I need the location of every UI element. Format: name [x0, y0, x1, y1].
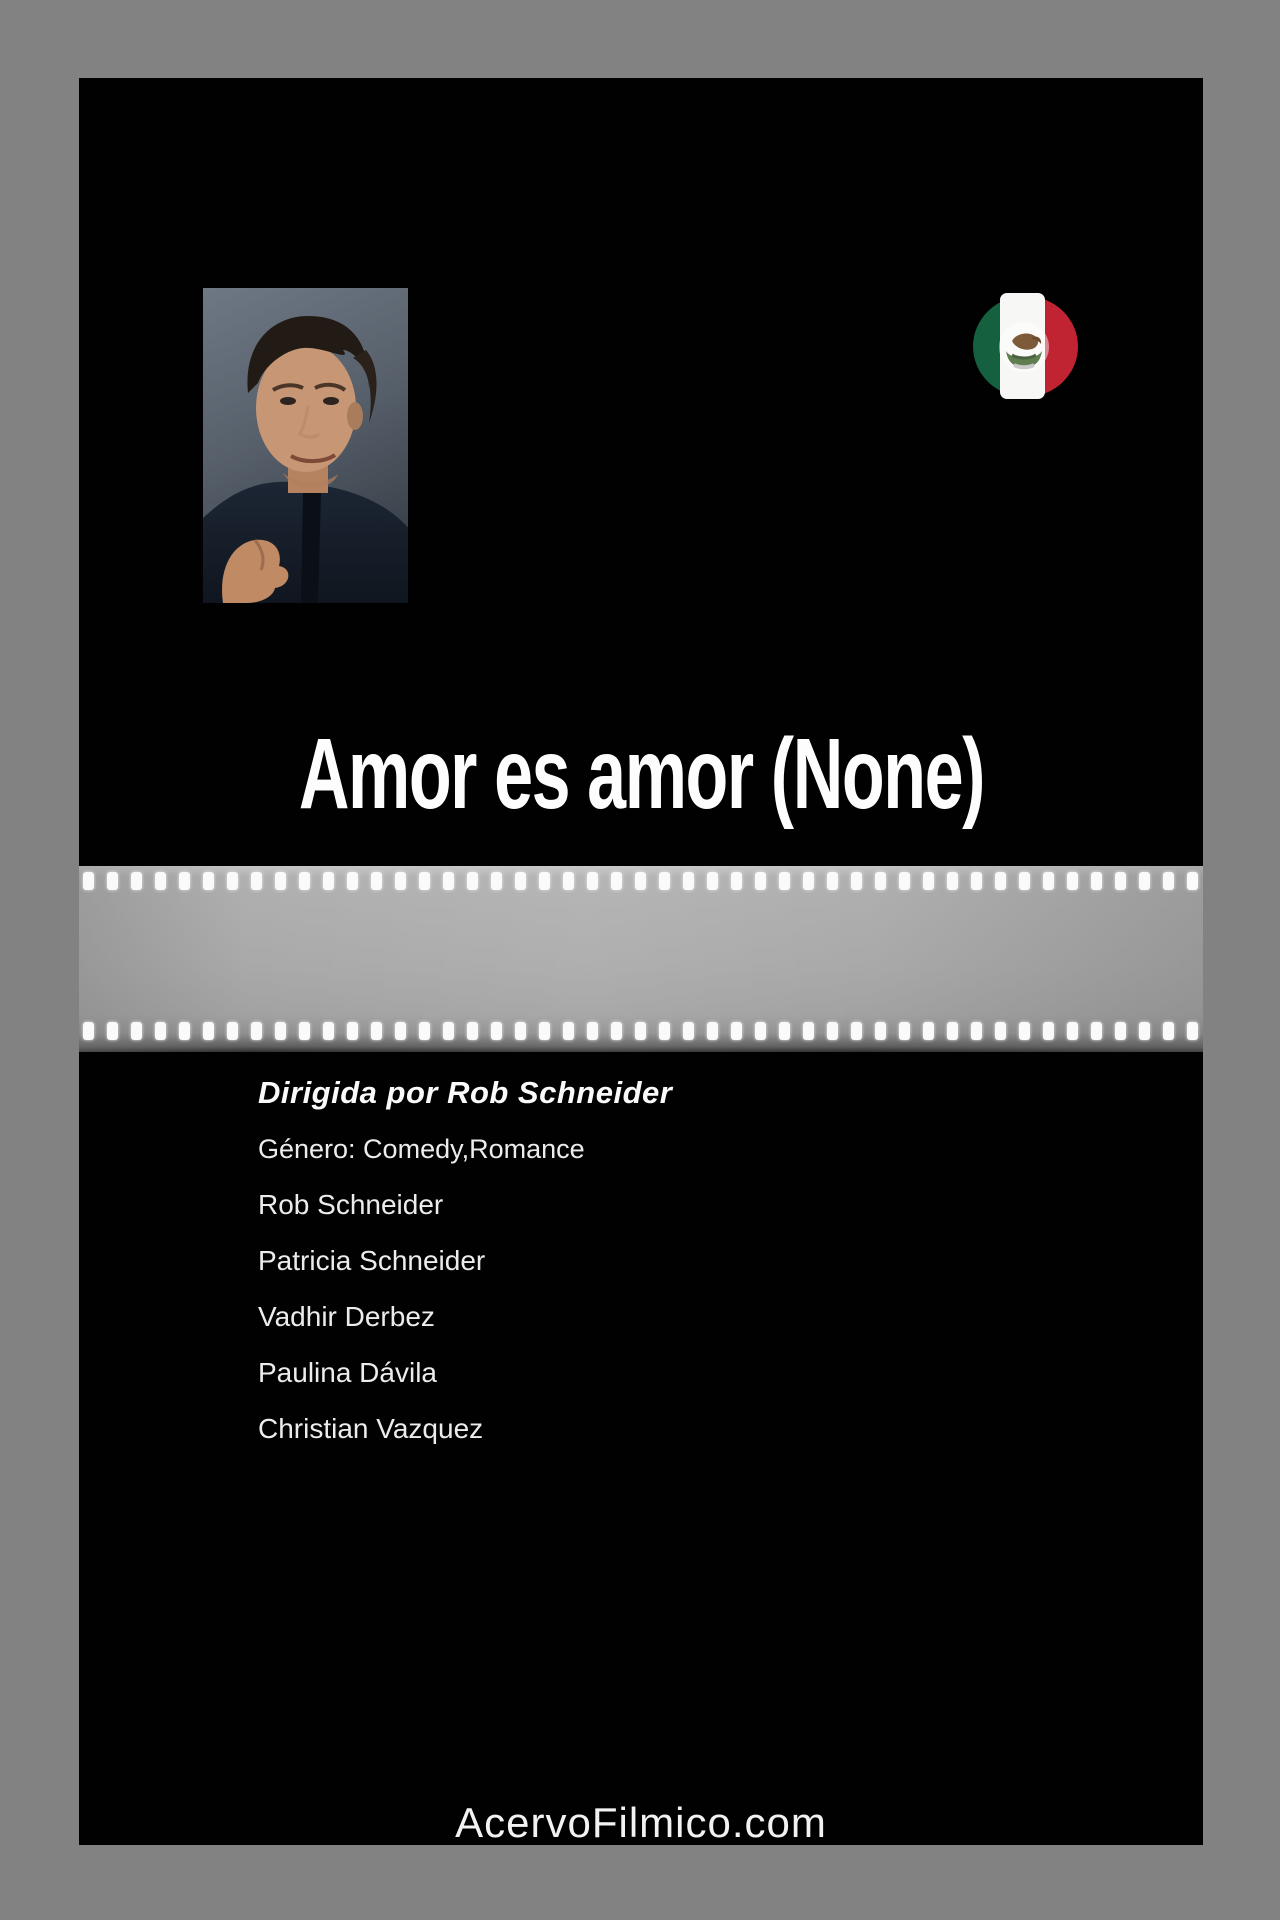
perforation	[395, 1022, 406, 1040]
filmstrip-perforations-bottom	[79, 1022, 1203, 1040]
perforation	[347, 1022, 358, 1040]
perforation	[155, 1022, 166, 1040]
perforation	[899, 872, 910, 890]
perforation	[1067, 1022, 1078, 1040]
perforation	[1043, 1022, 1054, 1040]
perforation	[563, 1022, 574, 1040]
perforation	[395, 872, 406, 890]
perforation	[851, 872, 862, 890]
perforation	[803, 1022, 814, 1040]
perforation	[1187, 1022, 1198, 1040]
perforation	[107, 872, 118, 890]
perforation	[275, 1022, 286, 1040]
perforation	[707, 1022, 718, 1040]
perforation	[827, 1022, 838, 1040]
perforation	[131, 872, 142, 890]
perforation	[731, 872, 742, 890]
perforation	[515, 872, 526, 890]
flag-eagle-emblem	[998, 321, 1050, 373]
movie-title	[79, 718, 1203, 844]
perforation	[899, 1022, 910, 1040]
rob-schneider-portrait	[203, 288, 408, 603]
perforation	[659, 1022, 670, 1040]
perforation	[947, 1022, 958, 1040]
perforation	[923, 1022, 934, 1040]
perforation	[563, 872, 574, 890]
perforation	[539, 872, 550, 890]
perforation	[83, 1022, 94, 1040]
cast-member: Vadhir Derbez	[258, 1301, 435, 1332]
perforation	[635, 1022, 646, 1040]
perforation	[371, 872, 382, 890]
perforation	[683, 1022, 694, 1040]
perforation	[1163, 1022, 1174, 1040]
mexico-flag-icon	[973, 293, 1078, 399]
perforation	[251, 1022, 262, 1040]
perforation	[611, 1022, 622, 1040]
perforation	[731, 1022, 742, 1040]
perforation	[83, 872, 94, 890]
perforation	[587, 872, 598, 890]
perforation	[443, 1022, 454, 1040]
perforation	[995, 872, 1006, 890]
perforation	[1115, 1022, 1126, 1040]
perforation	[1043, 872, 1054, 890]
portrait-photo-graphic	[203, 288, 408, 603]
cast-member: Christian Vazquez	[258, 1413, 484, 1444]
perforation	[659, 872, 670, 890]
perforation	[1163, 872, 1174, 890]
perforation	[1019, 872, 1030, 890]
perforation	[203, 1022, 214, 1040]
filmstrip-perforations-top	[79, 872, 1203, 890]
perforation	[299, 1022, 310, 1040]
perforation	[827, 872, 838, 890]
perforation	[371, 1022, 382, 1040]
perforation	[155, 872, 166, 890]
cast-member: Patricia Schneider	[258, 1245, 486, 1276]
perforation	[875, 1022, 886, 1040]
perforation	[443, 872, 454, 890]
perforation	[275, 872, 286, 890]
perforation	[227, 1022, 238, 1040]
perforation	[755, 872, 766, 890]
perforation	[1091, 1022, 1102, 1040]
perforation	[227, 872, 238, 890]
perforation	[299, 872, 310, 890]
movie-poster	[79, 78, 1203, 1845]
movie-title-text: Amor es amor (None)	[298, 718, 984, 830]
perforation	[635, 872, 646, 890]
perforation	[323, 1022, 334, 1040]
perforation	[923, 872, 934, 890]
perforation	[1091, 872, 1102, 890]
filmstrip-band	[79, 866, 1203, 1052]
perforation	[251, 872, 262, 890]
perforation	[851, 1022, 862, 1040]
perforation	[467, 872, 478, 890]
perforation	[1139, 872, 1150, 890]
perforation	[755, 1022, 766, 1040]
perforation	[803, 872, 814, 890]
perforation	[419, 872, 430, 890]
perforation	[971, 1022, 982, 1040]
directed-by-line: Dirigida por Rob Schneider	[258, 1075, 673, 1110]
perforation	[875, 872, 886, 890]
website-url: AcervoFilmico.com	[455, 1799, 827, 1846]
perforation	[587, 1022, 598, 1040]
perforation	[539, 1022, 550, 1040]
genre-line: Género: Comedy,Romance	[258, 1134, 585, 1164]
perforation	[947, 872, 958, 890]
perforation	[995, 1022, 1006, 1040]
perforation	[1115, 872, 1126, 890]
perforation	[1139, 1022, 1150, 1040]
perforation	[515, 1022, 526, 1040]
perforation	[779, 872, 790, 890]
perforation	[419, 1022, 430, 1040]
perforation	[1067, 872, 1078, 890]
perforation	[323, 872, 334, 890]
perforation	[179, 1022, 190, 1040]
perforation	[611, 872, 622, 890]
cast-member: Rob Schneider	[258, 1189, 444, 1220]
perforation	[779, 1022, 790, 1040]
perforation	[107, 1022, 118, 1040]
perforation	[1187, 872, 1198, 890]
perforation	[707, 872, 718, 890]
perforation	[1019, 1022, 1030, 1040]
perforation	[131, 1022, 142, 1040]
credits-block	[258, 1065, 1018, 1457]
perforation	[203, 872, 214, 890]
perforation	[347, 872, 358, 890]
cast-member: Paulina Dávila	[258, 1357, 437, 1388]
perforation	[491, 872, 502, 890]
perforation	[491, 1022, 502, 1040]
perforation	[179, 872, 190, 890]
perforation	[467, 1022, 478, 1040]
perforation	[683, 872, 694, 890]
perforation	[971, 872, 982, 890]
